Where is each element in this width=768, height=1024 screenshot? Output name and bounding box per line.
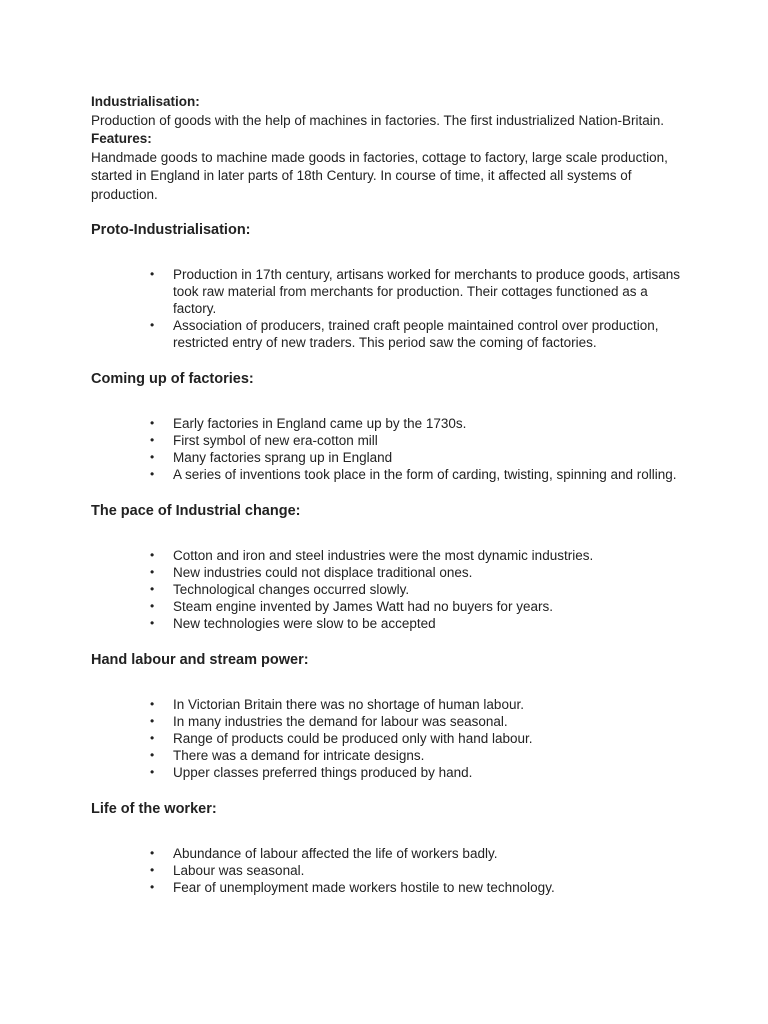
bullet-list — [91, 845, 688, 896]
list-item-text: There was a demand for intricate designs. — [173, 748, 425, 763]
bullet-icon: • — [150, 748, 155, 762]
bullet-icon: • — [150, 318, 155, 332]
list-item — [150, 449, 688, 466]
list-item — [150, 317, 688, 351]
list-item-text: Association of producers, trained craft people maintained control over production, restricted entry of new traders. This period saw the coming of factories. — [173, 318, 659, 350]
section-heading: Life of the worker: — [91, 801, 217, 817]
bullet-icon: • — [150, 582, 155, 596]
list-item-text: A series of inventions took place in the form of carding, twisting, spinning and rolling. — [173, 467, 677, 482]
section-heading: Proto-Industrialisation: — [91, 222, 251, 238]
bullet-list — [91, 266, 688, 351]
list-item — [150, 696, 688, 713]
bullet-icon: • — [150, 846, 155, 860]
list-item — [150, 747, 688, 764]
features-text: Handmade goods to machine made goods in factories, cottage to factory, large scale production, started in England in later parts of 18th Century. In course of time, it affected all systems of production. — [91, 149, 668, 202]
list-item-text: Upper classes preferred things produced by hand. — [173, 765, 473, 780]
list-item-text: Cotton and iron and steel industries were the most dynamic industries. — [173, 548, 594, 563]
bullet-icon: • — [150, 416, 155, 430]
sections-container — [91, 220, 688, 896]
list-item — [150, 845, 688, 862]
bullet-icon: • — [150, 765, 155, 779]
list-item-text: Abundance of labour affected the life of workers badly. — [173, 846, 498, 861]
bullet-icon: • — [150, 697, 155, 711]
features-label: Features: — [91, 131, 152, 146]
list-item — [150, 615, 688, 632]
list-item-text: In Victorian Britain there was no shortage of human labour. — [173, 697, 524, 712]
bullet-icon: • — [150, 565, 155, 579]
list-item — [150, 598, 688, 615]
list-item — [150, 581, 688, 598]
bullet-icon: • — [150, 731, 155, 745]
list-item — [150, 547, 688, 564]
section-heading: The pace of Industrial change: — [91, 503, 301, 519]
list-item — [150, 266, 688, 317]
bullet-icon: • — [150, 433, 155, 447]
list-item-text: First symbol of new era-cotton mill — [173, 433, 378, 448]
list-item-text: Early factories in England came up by the 1730s. — [173, 416, 467, 431]
bullet-list — [91, 415, 688, 483]
list-item — [150, 564, 688, 581]
bullet-icon: • — [150, 599, 155, 613]
list-item — [150, 879, 688, 896]
industrialisation-label: Industrialisation: — [91, 94, 200, 109]
bullet-icon: • — [150, 450, 155, 464]
bullet-icon: • — [150, 267, 155, 281]
intro-block — [91, 93, 688, 204]
list-item-text: Steam engine invented by James Watt had no buyers for years. — [173, 599, 553, 614]
section-heading: Coming up of factories: — [91, 371, 254, 387]
list-item-text: Labour was seasonal. — [173, 863, 305, 878]
bullet-icon: • — [150, 467, 155, 481]
bullet-icon: • — [150, 863, 155, 877]
list-item — [150, 415, 688, 432]
list-item-text: Many factories sprang up in England — [173, 450, 393, 465]
list-item-text: Range of products could be produced only with hand labour. — [173, 731, 533, 746]
bullet-icon: • — [150, 714, 155, 728]
list-item — [150, 730, 688, 747]
bullet-list — [91, 547, 688, 632]
list-item — [150, 432, 688, 449]
bullet-icon: • — [150, 880, 155, 894]
list-item-text: Production in 17th century, artisans worked for merchants to produce goods, artisans took raw material from merchants for production. Their cottages functioned as a factory. — [173, 267, 681, 316]
industrialisation-text: Production of goods with the help of machines in factories. The first industrialized Nation-Britain. — [91, 112, 665, 128]
list-item — [150, 713, 688, 730]
section-heading: Hand labour and stream power: — [91, 652, 309, 668]
list-item-text: Fear of unemployment made workers hostile to new technology. — [173, 880, 555, 895]
bullet-icon: • — [150, 616, 155, 630]
bullet-list — [91, 696, 688, 781]
list-item-text: New technologies were slow to be accepted — [173, 616, 436, 631]
list-item — [150, 466, 688, 483]
list-item-text: In many industries the demand for labour was seasonal. — [173, 714, 508, 729]
list-item-text: Technological changes occurred slowly. — [173, 582, 410, 597]
list-item-text: New industries could not displace traditional ones. — [173, 565, 473, 580]
list-item — [150, 764, 688, 781]
list-item — [150, 862, 688, 879]
bullet-icon: • — [150, 548, 155, 562]
